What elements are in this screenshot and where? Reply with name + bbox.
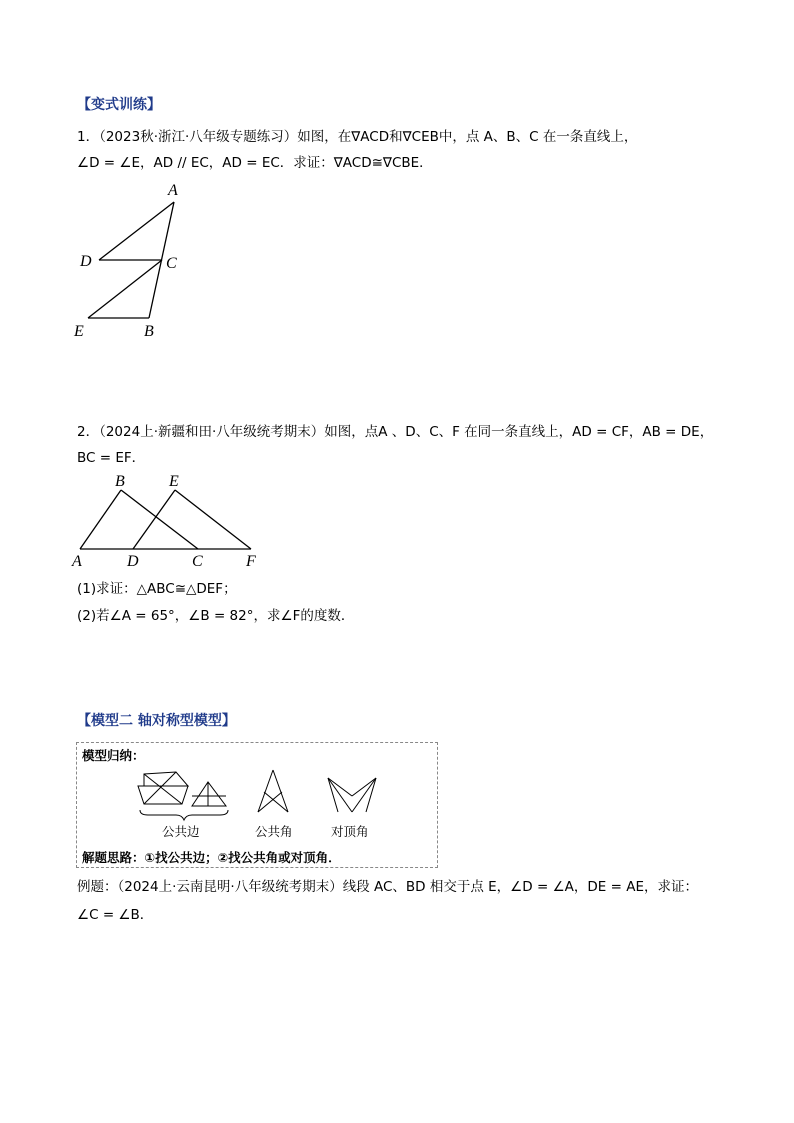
label-B: B bbox=[144, 323, 154, 340]
section-heading-variant-training: 【变式训练】 bbox=[77, 97, 161, 113]
example-line1: 例题：（2024上·云南昆明·八年级统考期末）线段 AC、BD 相交于点 E，∠D = ∠A，DE = AE，求证： bbox=[77, 879, 698, 895]
label-C: C bbox=[192, 553, 203, 570]
caption-common-angle: 公共角 bbox=[255, 824, 293, 839]
label-B: B bbox=[115, 473, 125, 490]
label-A: A bbox=[168, 182, 178, 199]
label-E: E bbox=[74, 323, 84, 340]
question1-line1: 1．（2023秋·浙江·八年级专题练习）如图，在∇ACD和∇CEB中，点 A、B、C 在一条直线上， bbox=[77, 129, 638, 145]
label-C: C bbox=[166, 255, 177, 272]
caption-common-side: 公共边 bbox=[162, 824, 200, 839]
question1-line2: ∠D = ∠E，AD // EC，AD = EC．求证：∇ACD≅∇CBE． bbox=[77, 155, 433, 171]
model-summary-title: 模型归纳： bbox=[82, 748, 145, 763]
label-D: D bbox=[127, 553, 139, 570]
model-diagrams bbox=[130, 766, 400, 826]
question2-figure bbox=[68, 472, 268, 570]
label-A: A bbox=[72, 553, 82, 570]
question2-part2: (2)若∠A = 65°，∠B = 82°，求∠F的度数． bbox=[77, 608, 355, 624]
example-line2: ∠C = ∠B． bbox=[77, 907, 154, 923]
label-D: D bbox=[80, 253, 92, 270]
label-E: E bbox=[169, 473, 179, 490]
solution-idea: 解题思路：①找公共边；②找公共角或对顶角． bbox=[82, 850, 341, 865]
label-F: F bbox=[246, 553, 256, 570]
question2-line2: BC = EF． bbox=[77, 450, 146, 466]
question2-part1: (1)求证：△ABC≅△DEF； bbox=[77, 581, 237, 597]
caption-vertical-angle: 对顶角 bbox=[331, 824, 369, 839]
question2-line1: 2．（2024上·新疆和田·八年级统考期末）如图，点A 、D、C、F 在同一条直线上，AD = CF，AB = DE， bbox=[77, 424, 714, 440]
section-heading-axial-symmetry-model: 【模型二 轴对称型模型】 bbox=[77, 713, 236, 729]
question1-figure bbox=[70, 178, 200, 343]
